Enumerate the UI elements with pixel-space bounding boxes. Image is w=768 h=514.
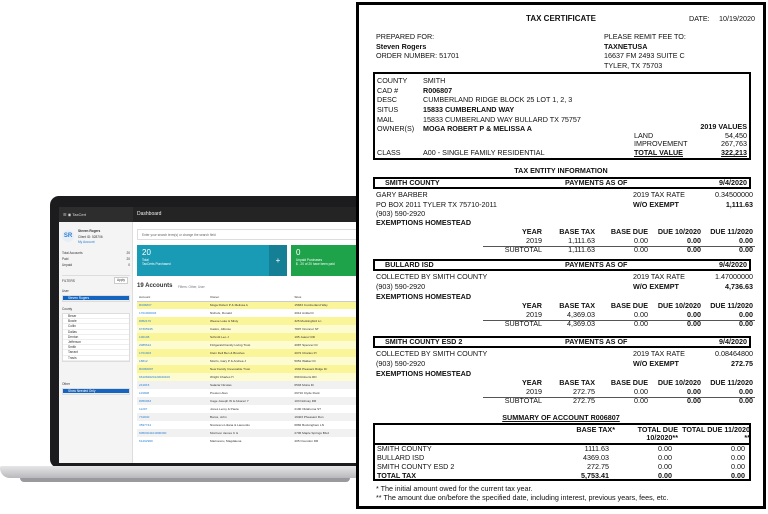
footnote-2: ** The amount due on/before the specified date, including interest, previous years, fees, etc. xyxy=(376,493,669,502)
property-value: MOGA ROBERT P & MELISSA A xyxy=(423,124,532,134)
class-value: A00 - SINGLE FAMILY RESIDENTIAL xyxy=(423,148,545,157)
remit-to xyxy=(604,32,686,70)
table-row[interactable] xyxy=(137,421,359,429)
accounts-filters: Filters: Other, User xyxy=(178,285,205,289)
account-link[interactable]: 119908 xyxy=(139,391,150,395)
tax-col-header: BASE TAX xyxy=(559,227,595,236)
summary-row xyxy=(377,471,747,480)
rate-value: 0.34500000 xyxy=(715,190,753,199)
summary-cell: 0.00 xyxy=(658,462,672,471)
subtotal-cell: 0.00 xyxy=(634,396,648,405)
summary-cell: 0.00 xyxy=(731,453,745,462)
county-checkbox[interactable]: Bowie xyxy=(63,319,129,324)
add-button[interactable]: + xyxy=(269,245,287,276)
user-name: Steven Rogers xyxy=(78,229,101,233)
property-value: 15833 CUMBERLAND WAY xyxy=(423,105,515,115)
summary-cell: 0.00 xyxy=(731,471,745,480)
payments-label: PAYMENTS AS OF xyxy=(565,260,628,269)
laptop-base-shadow xyxy=(20,478,350,482)
unpaid-label: Unpaid Purchases xyxy=(296,258,323,262)
other-filter-label: Other xyxy=(62,382,70,386)
stat-value: 0 xyxy=(128,263,130,267)
account-link[interactable]: 61292960 xyxy=(139,439,153,443)
owner-cell: Baros, John xyxy=(210,415,227,419)
entity-header xyxy=(373,336,751,348)
table-row[interactable] xyxy=(137,325,359,333)
subtotal-cell: 4,369.03 xyxy=(567,319,595,328)
total-label: Total xyxy=(142,258,149,262)
summary-col-base-tax: BASE TAX* xyxy=(576,425,615,434)
tax-row-cell: 0.00 xyxy=(739,310,753,319)
stat-value: 20 xyxy=(126,251,130,255)
county-checkbox[interactable]: Collin xyxy=(63,324,129,329)
situs-cell: 4012 Antila Dr xyxy=(294,311,314,315)
property-value: CUMBERLAND RIDGE BLOCK 25 LOT 1, 2, 3 xyxy=(423,95,573,105)
column-account[interactable]: Account xyxy=(137,293,208,301)
wo-exempt-label: W/O EXEMPT xyxy=(633,281,679,291)
tax-col-header: BASE TAX xyxy=(559,301,595,310)
owner-cell: Nicolescu Liliana & Laurentiu xyxy=(210,423,250,427)
sidebar xyxy=(59,222,133,463)
values-title: 2019 VALUES xyxy=(700,122,747,131)
table-row[interactable] xyxy=(137,405,359,413)
other-filter-list xyxy=(62,388,130,395)
account-link[interactable]: R0066807 xyxy=(139,367,154,371)
subtotal-cell: 0.00 xyxy=(739,245,753,254)
other-filter-option[interactable]: Show Needed Only xyxy=(63,389,129,394)
tax-col-header: BASE DUE xyxy=(610,378,648,387)
user-filter-list xyxy=(62,295,130,302)
property-label: DESC xyxy=(377,95,397,105)
property-row xyxy=(377,105,515,115)
summary-cell: 5,753.41 xyxy=(581,471,609,480)
land-label: LAND xyxy=(634,130,654,140)
footnote-1: * The initial amount owed for the current tax year. xyxy=(376,484,533,493)
tax-col-header: BASE TAX xyxy=(559,378,595,387)
summary-row xyxy=(377,444,747,453)
date-value: 10/19/2020 xyxy=(719,14,755,23)
table-row[interactable] xyxy=(137,381,359,389)
account-link[interactable]: 2085612 xyxy=(139,343,152,347)
total-sub: TaxCerts Purchased xyxy=(142,262,171,266)
account-link[interactable]: 6050301101800300 xyxy=(139,431,167,435)
account-link[interactable]: 1701903 xyxy=(139,351,152,355)
situs-cell: 1694 Pleasant Ridge Dr xyxy=(294,367,328,371)
exemptions-label: EXEMPTIONS HOMESTEAD xyxy=(376,218,472,227)
remit-city: TYLER, TX 75703 xyxy=(604,60,663,70)
entity-line: COLLECTED BY SMITH COUNTY xyxy=(376,272,488,281)
entity-name: SMITH COUNTY ESD 2 xyxy=(385,337,463,346)
account-link[interactable]: R006807 xyxy=(139,303,152,308)
subtotal-cell: SUBTOTAL xyxy=(504,245,542,254)
subtotal-cell: 0.00 xyxy=(687,396,701,405)
owner-cell: Salazar Nicolas xyxy=(210,383,232,387)
payments-label: PAYMENTS AS OF xyxy=(565,178,628,187)
tax-row-cell: 4,369.03 xyxy=(567,310,595,319)
tax-row-cell: 2019 xyxy=(526,310,542,319)
table-row[interactable] xyxy=(137,413,359,421)
table-row[interactable] xyxy=(137,341,359,349)
tax-col-header: BASE DUE xyxy=(610,301,648,310)
exemptions-label: EXEMPTIONS HOMESTEAD xyxy=(376,292,472,301)
situs-cell: 29710 Clyde Rock xyxy=(294,391,320,395)
property-row xyxy=(377,85,453,96)
entity-header xyxy=(373,259,751,271)
improvement-label: IMPROVEMENT xyxy=(634,139,688,148)
table-row[interactable] xyxy=(137,429,359,437)
summary-title: SUMMARY OF ACCOUNT R006807 xyxy=(502,413,620,422)
wo-exempt-label: W/O EXEMPT xyxy=(633,358,679,368)
order-number: ORDER NUMBER: 51701 xyxy=(376,51,460,60)
owner-cell: Klein Dell Ben & Brushes xyxy=(210,351,245,355)
tax-row-cell: 272.75 xyxy=(573,387,595,396)
property-row xyxy=(377,76,446,86)
wo-exempt-label: W/O EXEMPT xyxy=(633,199,679,209)
date-label: DATE: xyxy=(689,14,710,23)
entity-line: (903) 590-2920 xyxy=(376,209,426,218)
owner-cell: Jones Leroy & Paula xyxy=(210,407,239,411)
entity-title: TAX ENTITY INFORMATION xyxy=(514,166,608,175)
entity-line: (903) 590-2920 xyxy=(376,358,426,368)
county-checkbox[interactable]: Bexar xyxy=(63,314,129,319)
filters-label: FILTERS xyxy=(62,279,75,283)
remit-name: TAXNETUSA xyxy=(604,41,648,51)
property-value: SMITH xyxy=(423,76,446,85)
table-row[interactable] xyxy=(137,333,359,341)
account-link[interactable]: 1701000003 xyxy=(139,311,157,315)
stat-value: 20 xyxy=(126,257,130,261)
payments-date: 9/4/2020 xyxy=(719,178,747,187)
owner-cell: Morrison James C & xyxy=(210,431,239,435)
tax-row-cell: 0.00 xyxy=(634,310,648,319)
subtotal-divider xyxy=(483,397,755,398)
situs-cell: 2706 Maple Springs Blvd xyxy=(294,431,329,435)
summary-entity: SMITH COUNTY ESD 2 xyxy=(377,462,455,471)
owner-cell: Preston Alan xyxy=(210,391,228,395)
owner-cell: Wright Charles H xyxy=(210,375,234,379)
doc-title: TAX CERTIFICATE xyxy=(526,14,596,23)
situs-cell: 16403 Pheasant Run xyxy=(294,415,324,419)
payments-date: 9/4/2020 xyxy=(719,337,747,346)
situs-cell: 4072 Charles Pl xyxy=(294,351,317,355)
rate-value: 1.47000000 xyxy=(715,272,753,281)
situs-cell: 103 Nohvay DR xyxy=(294,399,317,403)
property-label: COUNTY xyxy=(377,76,408,85)
subtotal-cell: 0.00 xyxy=(739,319,753,328)
subtotal-cell: 272.75 xyxy=(573,396,595,405)
owner-cell: Fitzgerald Family Living Trust xyxy=(210,343,251,347)
rate-label: 2019 TAX RATE xyxy=(633,272,685,281)
total-card xyxy=(137,245,287,276)
situs-cell: 6882 Buckingham LN xyxy=(294,423,324,427)
prepared-for xyxy=(376,32,459,61)
summary-cell: 0.00 xyxy=(658,453,672,462)
summary-entity: BULLARD ISD xyxy=(377,453,425,462)
user-filter-option[interactable]: Steven Rogers xyxy=(63,296,129,301)
land-value: 54,450 xyxy=(725,130,747,140)
table-row[interactable] xyxy=(137,317,359,325)
tax-col-header: YEAR xyxy=(522,378,542,387)
account-link[interactable]: 8050063 xyxy=(139,399,152,403)
avatar: SR xyxy=(62,230,74,242)
situs-cell: 699 Roberts RD xyxy=(294,375,317,379)
table-row[interactable] xyxy=(137,301,359,309)
account-link[interactable]: 661082020120040100 xyxy=(139,375,170,379)
tax-col-header: DUE 10/2020 xyxy=(657,301,701,310)
owner-cell: Weese Luke & Misty xyxy=(210,319,239,323)
tax-col-header: YEAR xyxy=(522,301,542,310)
property-row xyxy=(377,95,573,105)
remit-label: PLEASE REMIT FEE TO: xyxy=(604,32,686,41)
summary-cell: 0.00 xyxy=(658,471,672,480)
table-row[interactable] xyxy=(137,373,359,381)
accounts-table xyxy=(137,293,359,445)
tax-certificate xyxy=(356,2,766,509)
unpaid-card xyxy=(291,245,359,276)
county-checkbox[interactable]: Smith xyxy=(63,345,129,350)
tax-col-header: YEAR xyxy=(522,227,542,236)
account-link[interactable]: 100108 xyxy=(139,335,150,339)
tax-row-cell: 2019 xyxy=(526,387,542,396)
property-value: 15833 CUMBERLAND WAY BULLARD TX 75757 xyxy=(423,114,581,124)
property-row xyxy=(377,124,532,134)
summary-cell: 1111.63 xyxy=(584,444,609,453)
improvement-value: 267,763 xyxy=(721,139,747,148)
summary-cell: 0.00 xyxy=(731,444,745,453)
county-checkbox[interactable]: Denton xyxy=(63,335,129,340)
situs-cell: 15833 Cumberland Way xyxy=(294,303,328,308)
account-link[interactable]: 18612 xyxy=(139,359,148,363)
property-label: CAD # xyxy=(377,85,399,95)
table-row[interactable] xyxy=(137,397,359,405)
tax-row-cell: 0.00 xyxy=(687,387,701,396)
column-owner[interactable]: Owner xyxy=(208,293,292,301)
tax-col-header: BASE DUE xyxy=(610,227,648,236)
app-brand[interactable]: ☰ ◉ TaxCert xyxy=(59,207,133,222)
summary-box xyxy=(373,423,751,481)
owner-cell: Morris, Gary P & Andrea J xyxy=(210,359,246,363)
main-content xyxy=(133,222,359,463)
page-title: Dashboard xyxy=(137,211,162,217)
apply-button[interactable]: Apply xyxy=(114,277,128,284)
situs-cell: 405 Oxendon DR xyxy=(294,439,319,443)
column-situs[interactable]: Situs xyxy=(292,293,359,301)
table-row[interactable] xyxy=(137,365,359,373)
entity-name: BULLARD ISD xyxy=(385,260,434,269)
county-filter-label: County xyxy=(62,307,73,311)
situs-cell: 7807 Oconnor ST xyxy=(294,327,319,331)
entity-line: GARY BARBER xyxy=(376,190,428,199)
summary-entity: TOTAL TAX xyxy=(377,471,416,480)
summary-row xyxy=(377,462,747,471)
laptop-base xyxy=(0,466,372,478)
property-label: MAIL xyxy=(377,114,394,124)
stats-list xyxy=(62,250,130,268)
tax-col-header: DUE 11/2020 xyxy=(710,301,753,310)
tax-col-header: DUE 10/2020 xyxy=(657,378,701,387)
situs-cell: 325 Mockingbird Ln xyxy=(294,319,322,323)
entity-line: COLLECTED BY SMITH COUNTY xyxy=(376,349,488,358)
account-link[interactable]: 8052170 xyxy=(139,319,152,323)
summary-cell: 272.75 xyxy=(587,462,609,471)
county-checkbox[interactable]: Travis xyxy=(63,356,129,361)
table-row[interactable] xyxy=(137,389,359,397)
owner-cell: Moga Robert P & Melissa A xyxy=(210,303,248,308)
account-link[interactable]: 11297 xyxy=(139,407,148,411)
subtotal-cell: 0.00 xyxy=(687,245,701,254)
tax-row-cell: 1,111.63 xyxy=(568,236,595,245)
subtotal-cell: 0.00 xyxy=(634,245,648,254)
stat-label: Total Accounts xyxy=(62,251,83,255)
owner-cell: New Family Irrevocable Trust xyxy=(210,367,251,371)
owner-cell: Nichols, Ronald xyxy=(210,311,232,315)
wo-exempt-value: 4,736.63 xyxy=(725,281,753,291)
situs-cell: 2190 Oklahoma ST xyxy=(294,407,322,411)
property-label: SITUS xyxy=(377,105,399,115)
account-link[interactable]: 731840 xyxy=(139,415,150,419)
entity-line: (903) 590-2920 xyxy=(376,281,426,291)
county-checkbox[interactable]: Tarrant xyxy=(63,350,129,355)
situs-cell: 195 Juarez RD xyxy=(294,335,316,339)
client-id: Client ID: 528706 xyxy=(78,234,103,239)
remit-address: 16637 FM 2493 SUITE C xyxy=(604,51,685,60)
app-name: TaxCert xyxy=(72,212,87,217)
wo-exempt-value: 272.75 xyxy=(731,358,753,368)
rate-label: 2019 TAX RATE xyxy=(633,190,685,199)
entity-name: SMITH COUNTY xyxy=(385,178,440,187)
total-value: 20 xyxy=(142,248,151,257)
tax-row-cell: 0.00 xyxy=(739,236,753,245)
table-row[interactable] xyxy=(137,437,359,445)
subtotal-cell: SUBTOTAL xyxy=(504,396,542,405)
account-link[interactable]: 3597744 xyxy=(139,423,152,427)
subtotal-divider xyxy=(483,246,755,247)
stat-row xyxy=(62,262,130,268)
entity-header xyxy=(373,177,751,189)
unpaid-value: 0 xyxy=(296,248,301,257)
property-value: R006807 xyxy=(423,85,453,95)
accounts-title: 19 Accounts xyxy=(137,283,173,289)
payments-label: PAYMENTS AS OF xyxy=(565,337,628,346)
exemptions-label: EXEMPTIONS HOMESTEAD xyxy=(376,369,472,378)
rate-label: 2019 TAX RATE xyxy=(633,349,685,358)
county-checkbox[interactable]: Jefferson xyxy=(63,340,129,345)
account-link[interactable]: 67305945 xyxy=(139,327,153,331)
payments-date: 9/4/2020 xyxy=(719,260,747,269)
unpaid-sub: $ . 20 of 20 have been paid xyxy=(296,262,335,266)
tax-row-cell: 0.00 xyxy=(634,236,648,245)
tax-row-cell: 0.00 xyxy=(634,387,648,396)
app-topbar xyxy=(59,207,359,222)
owner-cell: Cage Joseph W & Alvarez Y xyxy=(210,399,249,403)
summary-cell: 0.00 xyxy=(658,444,672,453)
laptop-screen xyxy=(59,207,359,463)
tax-col-header: DUE 10/2020 xyxy=(657,227,701,236)
situs-cell: 4087 Spencer Dr xyxy=(294,343,318,347)
summary-cell: 4369.03 xyxy=(583,453,609,462)
table-row[interactable] xyxy=(137,357,359,365)
tax-row-cell: 2019 xyxy=(526,236,542,245)
summary-row xyxy=(377,453,747,462)
subtotal-cell: 0.00 xyxy=(739,396,753,405)
summary-cell: 0.00 xyxy=(731,462,745,471)
summary-col-due-11: TOTAL DUE 11/2020 ** xyxy=(682,425,750,442)
table-row[interactable] xyxy=(137,309,359,317)
property-row xyxy=(377,114,581,125)
table-row[interactable] xyxy=(137,349,359,357)
subtotal-cell: 1,111.63 xyxy=(568,245,595,254)
stat-label: Unpaid xyxy=(62,263,73,267)
summary-col-due-10: TOTAL DUE 10/2020** xyxy=(637,425,678,442)
subtotal-cell: SUBTOTAL xyxy=(504,319,542,328)
subtotal-cell: 0.00 xyxy=(634,319,648,328)
tax-row-cell: 0.00 xyxy=(687,310,701,319)
tax-col-header: DUE 11/2020 xyxy=(710,378,753,387)
owner-cell: Schmitt Leo J xyxy=(210,335,229,339)
tax-col-header: DUE 11/2020 xyxy=(710,227,753,236)
property-label: OWNER(S) xyxy=(377,124,415,134)
rate-value: 0.08464800 xyxy=(715,349,753,358)
search-input[interactable]: Enter your search term(s) or change the search field xyxy=(137,229,359,240)
entity-line: PO BOX 2011 TYLER TX 75710-2011 xyxy=(376,199,497,209)
property-box xyxy=(373,72,751,160)
county-checkbox[interactable]: Dallas xyxy=(63,330,129,335)
summary-entity: SMITH COUNTY xyxy=(377,444,432,453)
tax-row-cell: 0.00 xyxy=(687,236,701,245)
county-filter-list xyxy=(62,313,130,362)
stat-label: Paid xyxy=(62,257,69,261)
user-filter-label: User xyxy=(62,289,69,293)
account-link[interactable]: 241815 xyxy=(139,383,150,387)
prepared-for-label: PREPARED FOR: xyxy=(376,32,435,41)
tax-row-cell: 0.00 xyxy=(739,387,753,396)
subtotal-divider xyxy=(483,320,755,321)
total-value: 322,213 xyxy=(721,148,747,157)
my-account-link[interactable]: My Account xyxy=(78,240,95,244)
total-value-label: TOTAL VALUE xyxy=(634,148,683,157)
situs-cell: 6503 Moira Dr xyxy=(294,383,314,387)
class-label: CLASS xyxy=(377,148,401,157)
prepared-for-name: Steven Rogers xyxy=(376,41,427,51)
situs-cell: 5051 Walker Dr xyxy=(294,359,316,363)
owner-cell: Marinescu, Magdalena xyxy=(210,439,242,443)
owner-cell: Castro, Alfonso xyxy=(210,327,232,331)
wo-exempt-value: 1,111.63 xyxy=(725,199,753,209)
subtotal-cell: 0.00 xyxy=(687,319,701,328)
